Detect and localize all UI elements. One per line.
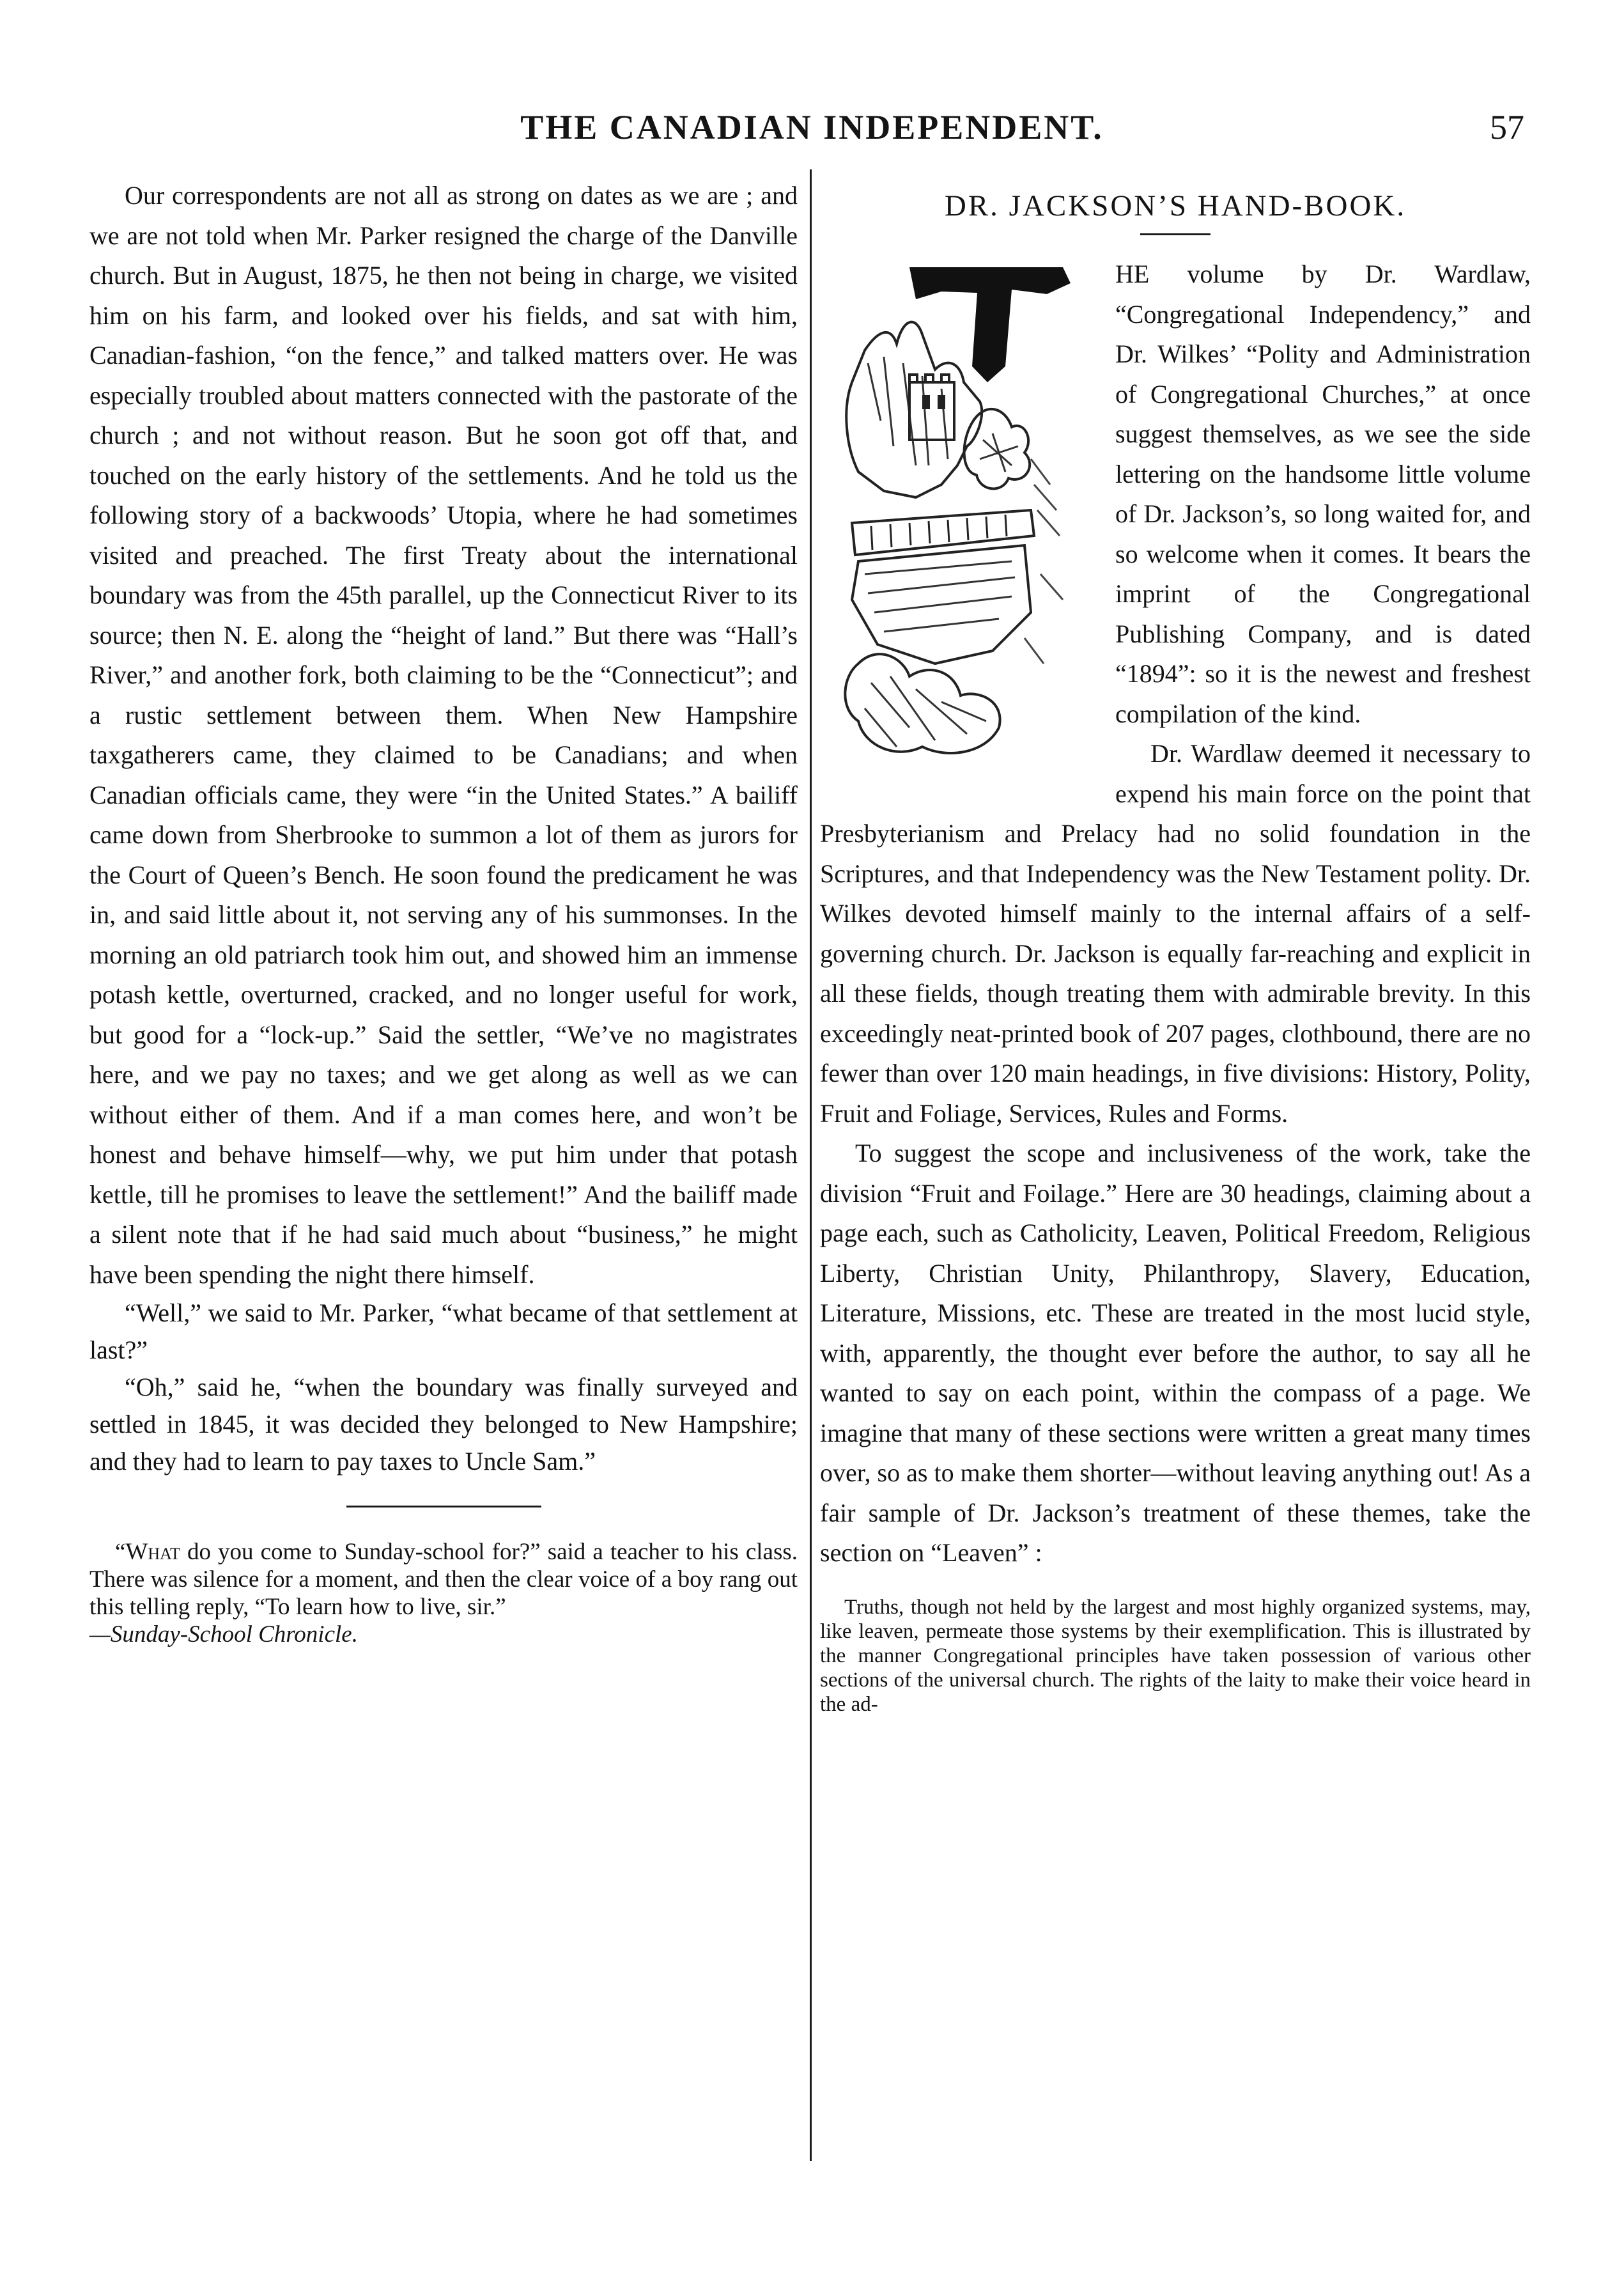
anecdote-text	[89, 1538, 798, 1621]
page-number: 57	[1490, 108, 1524, 146]
heading-rule	[1140, 233, 1210, 235]
article-heading: DR. JACKSON’S HAND-BOOK.	[944, 189, 1407, 222]
leaven-extract-text: Truths, though not held by the largest and most highly organized systems, may, like leaven, permeate those systems by their exemplification. This is illustrated by the manner Congregational principles have taken possession of various other sections of the universal church. The rights of the laity to make their voice heard in the ad-	[820, 1595, 1531, 1716]
parker-answer-paragraph: “Oh,” said he, “when the boundary was finally surveyed and settled in 1845, it was decided they belonged to New Hampshire; and they had to learn to pay taxes to Uncle Sam.”	[89, 1373, 798, 1476]
section-rule	[346, 1506, 541, 1507]
left-column	[89, 176, 798, 1648]
anecdote-attribution: —Sunday-School Chronicle.	[89, 1621, 358, 1647]
parker-story-paragraph: Our correspondents are not all as strong on dates as we are ; and we are not told when Mr. Parker resigned the charge of the Danville church. But in August, 1875, he then not being in charge, we visited him on his farm, and looked over his fields, and sat with him, Canadian-fashion, “on the fence,” and talked matters over. He was especially troubled about matters connected with the pastorate of the church ; and not without reason. But he soon got off that, and touched on the early history of the settlements. And he told us the following story of a backwoods’ Utopia, where he had sometimes visited and preached. The first Treaty about the international boundary was from the 45th parallel, up the Connecticut River to its source; then N. E. along the “height of land.” But there was “Hall’s River,” and another fork, both claiming to be the “Connecticut”; and a rustic settlement between them. When New Hampshire taxgatherers came, they claimed to be Canadians; and when Canadian officials came, they were “in the United States.” A bailiff came down from Sherbrooke to summon a lot of them as jurors for the Court of Queen’s Bench. He soon found the predicament he was in, and said little about it, not serving any of his summonses. In the morning an old patriarch took him out, and showed him an immense potash kettle, overturned, cracked, and no longer useful for work, but good for a “lock-up.” Said the settler, “We’ve no magistrates here, and we pay no taxes; and we get along as well as we can without either of them. And if a man comes here, and won’t be honest and behave himself—why, we put him under that potash kettle, till he promises to leave the settlement!” And the bailiff made a silent note that if he had said much about “business,” he might have been spending the night there himself.	[89, 181, 798, 1289]
running-title: THE CANADIAN INDEPENDENT.	[520, 108, 1104, 146]
handbook-intro-paragraph: HE volume by Dr. Wardlaw, “Congregational Independency,” and Dr. Wilkes’ “Polity and Administration of Congregational Churches,” at once suggest themselves, as we see the side lettering on the handsome little volume of Dr. Jackson’s, so long waited for, and so welcome when it comes. It bears the imprint of the Congregational Publishing Company, and is dated “1894”: so it is the newest and freshest compilation of the kind.	[1115, 260, 1531, 728]
wardlaw-paragraph: Dr. Wardlaw deemed it necessary to expend his main force on the point that Presbyterianism and Prelacy had no solid foundation in the Scriptures, and that Independency was the New Testament polity. Dr. Wilkes devoted himself mainly to the internal affairs of a self-governing church. Dr. Jackson is equally far-reaching and explicit in all these fields, though treating them with admirable brevity. In this exceedingly neat-printed book of 207 pages, clothbound, there are no fewer than over 120 main headings, in five divisions: History, Polity, Fruit and Foliage, Services, Rules and Forms.	[820, 739, 1531, 1128]
parker-question-paragraph: “Well,” we said to Mr. Parker, “what became of that settlement at last?”	[89, 1298, 798, 1364]
leaven-extract	[820, 1595, 1531, 1717]
scope-paragraph: To suggest the scope and inclusiveness of the work, take the division “Fruit and Foilage.” Here are 30 headings, claiming about a page each, such as Catholicity, Leaven, Political Freedom, Religious Liberty, Christian Unity, Philanthropy, Slavery, Education, Literature, Missions, etc. These are treated in the most lucid style, with, apparently, the thought ever before the author, to say all he wanted to say on each point, within the compass of a page. We imagine that many of these sections were written a great many times over, so as to make them shorter—without leaving anything out! As a fair sample of Dr. Jackson’s treatment of these themes, take the section on “Leaven” :	[820, 1139, 1531, 1567]
anecdote-body: do you come to Sunday-school for?” said a teacher to his class. There was silence for a moment, and then the clear voice of a boy rang out this telling reply, “To learn how to live, sir.”	[89, 1539, 798, 1620]
anecdote-lead: “What	[115, 1539, 180, 1565]
sunday-school-anecdote	[89, 1538, 798, 1648]
right-column	[820, 176, 1531, 1717]
engraved-initial-t-icon	[820, 254, 1101, 788]
column-divider	[810, 169, 812, 2161]
